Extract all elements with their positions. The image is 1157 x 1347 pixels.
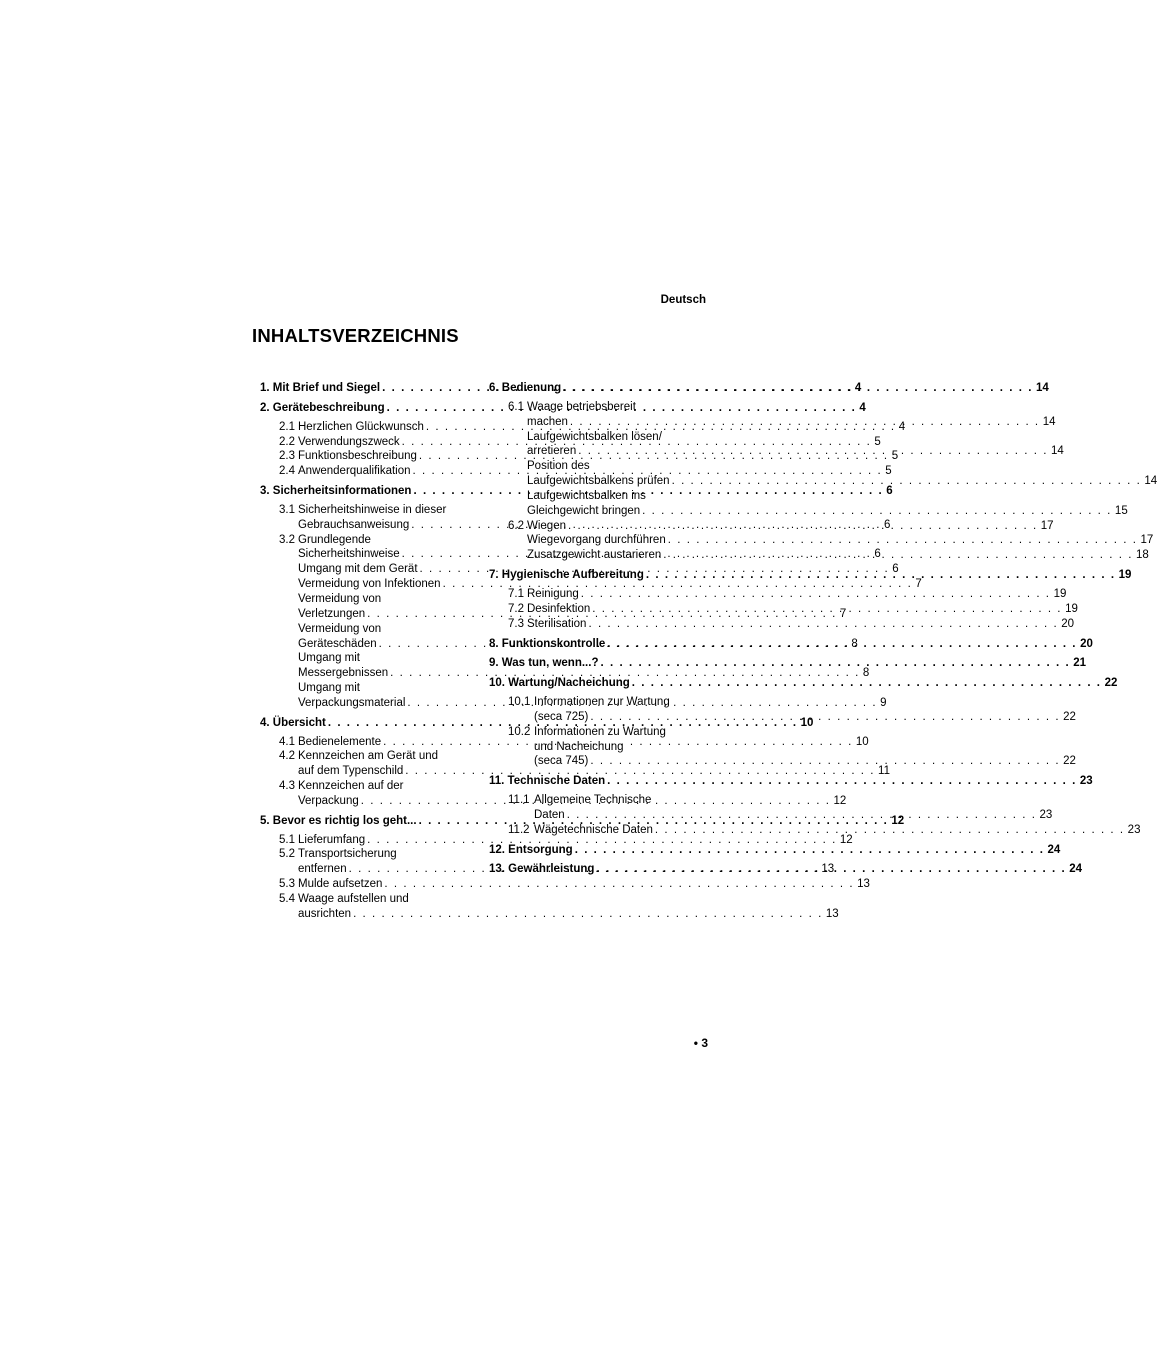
toc-subentry-number: 7.1: [508, 587, 524, 600]
toc-subentry-line: [279, 779, 478, 794]
toc-entry-label: 6. Bedienung: [489, 382, 562, 394]
toc-entry-page: 7: [839, 607, 847, 620]
toc-subentry-text: Umgang mit: [298, 652, 360, 665]
toc-entry-label: Bedienelemente: [298, 735, 382, 748]
toc-subentry-line: [279, 533, 478, 548]
toc-subsection: [508, 695, 1076, 725]
toc-entry-page: 5: [885, 465, 892, 478]
leader-dots: [661, 548, 1133, 563]
toc-subsection: [508, 587, 1067, 602]
toc-entry-page: 23: [1079, 775, 1093, 788]
toc-entry-label: 13. Gewährleistung: [489, 863, 595, 876]
toc-subentry-line: [279, 503, 478, 518]
toc-entry-page: 14: [1042, 415, 1056, 428]
leader-dots: [568, 415, 1040, 430]
toc-subentry-text: Laufgewichtsbalken ins: [527, 489, 646, 502]
leader-dots: [573, 843, 1045, 858]
toc-subsection: [279, 833, 853, 848]
toc-entry-page: 19: [1118, 569, 1132, 582]
toc-subsection: [508, 459, 1157, 489]
toc-subentry-number: [279, 622, 298, 637]
toc-entry-page: 14: [1144, 475, 1157, 488]
toc-subentry-number: 6.2: [508, 519, 524, 532]
toc-entry-label: 10. Wartung/Nacheichung: [489, 677, 630, 690]
leader-dots: [605, 637, 1077, 652]
leader-dots: [588, 710, 1060, 725]
leader-dots: [630, 676, 1102, 691]
toc-subentry[interactable]: [508, 587, 1067, 602]
toc-subentry-number: 3.2: [279, 533, 295, 546]
toc-subsection-list: [489, 587, 1078, 632]
toc-entry-page: 24: [1047, 843, 1061, 856]
toc-entry-page: 4: [854, 382, 862, 394]
toc-subentry-number: 11.2: [508, 823, 530, 836]
toc-entry-page: 13: [825, 907, 839, 920]
toc-entry-label: 9. Was tun, wenn...?: [489, 657, 599, 670]
toc-column-right: [489, 381, 1157, 882]
toc-entry-label: 7. Hygienische Aufbereitung: [489, 569, 644, 582]
toc-entry-page: 11: [878, 765, 890, 778]
toc-entry-page: 13: [857, 878, 870, 891]
toc-subentry-line: [279, 892, 478, 907]
toc-subentry[interactable]: [279, 577, 922, 592]
toc-entry-page: 20: [1080, 637, 1093, 650]
toc-subentry[interactable]: [279, 833, 853, 848]
toc-subentry-number: [508, 430, 527, 445]
toc-subsection: [508, 519, 1054, 534]
toc-subentry-text: Kennzeichen auf der: [298, 780, 404, 793]
toc-subentry-number: 5.4: [279, 893, 295, 905]
toc-subentry-number: 5.2: [279, 848, 295, 861]
leader-dots: [588, 754, 1060, 769]
toc-subsection-list: [489, 695, 1076, 769]
toc-subentry-text: und Nacheichung: [534, 740, 624, 753]
toc-entry-page: 10: [855, 735, 869, 748]
toc-entry-label: 1. Mit Brief und Siegel: [260, 382, 381, 394]
toc-chapter-entry[interactable]: [489, 774, 1093, 789]
toc-subentry[interactable]: [508, 504, 1128, 519]
toc-subsection: [279, 577, 922, 592]
toc-subentry-number: 2.3: [279, 450, 295, 463]
toc-subentry-number: 7.3: [508, 617, 524, 630]
toc-subsection: [508, 823, 1141, 838]
toc-entry-page: 13: [821, 863, 835, 876]
toc-subentry-text: Grundlegende: [298, 533, 371, 546]
toc-subentry-line: [508, 430, 707, 445]
leader-dots: [605, 774, 1077, 789]
toc-subentry-text: Waage betriebsbereit: [527, 400, 636, 413]
toc-subsection: [279, 877, 870, 892]
toc-entry-label: 12. Entsorgung: [489, 843, 573, 856]
toc-subentry-text: Kennzeichen am Gerät und: [298, 750, 439, 763]
toc-entry-page: 23: [1127, 823, 1141, 836]
toc-entry-label: Wägetechnische Daten: [534, 823, 653, 836]
toc-subentry-number: 4.1: [279, 735, 295, 748]
toc-entry-label: ausrichten: [298, 907, 352, 920]
toc-subentry-line: [508, 695, 707, 710]
toc-entry-page: 6: [874, 548, 881, 561]
toc-subentry-text: Waage aufstellen und: [298, 893, 409, 905]
toc-entry-label: Anwenderqualifikation: [298, 465, 411, 478]
toc-entry-page: 22: [1063, 755, 1076, 768]
toc-subentry-text: Laufgewichtsbalken lösen/: [527, 430, 662, 443]
toc-subentry[interactable]: [508, 444, 1064, 459]
toc-subentry-number: 5.1: [279, 833, 295, 846]
toc-subsection: [508, 548, 1149, 563]
toc-subentry-number: [279, 681, 298, 696]
toc-entry-page: 19: [1053, 587, 1067, 600]
toc-chapter-entry[interactable]: [489, 637, 1093, 652]
toc-entry-page: 5: [874, 435, 881, 448]
toc-subentry-line: [279, 592, 478, 607]
toc-subentry-line: [508, 400, 707, 415]
toc-subentry-line: [279, 749, 478, 764]
toc-entry-label: Gebrauchsanweisung: [298, 518, 410, 531]
toc-chapter-entry[interactable]: [489, 676, 1118, 691]
toc-subsection: [508, 533, 1154, 548]
toc-entry-label: Gleichgewicht bringen: [527, 504, 641, 517]
toc-entry-label: 11. Technische Daten: [489, 775, 606, 788]
toc-entry-page: 19: [1065, 602, 1078, 615]
toc-subentry-number: 2.2: [279, 435, 295, 448]
toc-entry-page: 22: [1063, 710, 1076, 723]
leader-dots: [640, 504, 1112, 519]
toc-subentry[interactable]: [508, 823, 1141, 838]
toc-subentry-number: 4.2: [279, 750, 295, 763]
toc-section: [489, 843, 1061, 858]
toc-entry-page: 22: [1104, 677, 1118, 690]
toc-entry-label: Verletzungen: [298, 607, 366, 620]
toc-section: [489, 637, 1093, 652]
toc-entry-page: 9: [880, 696, 887, 709]
toc-subentry-number: 4.3: [279, 780, 295, 793]
toc-subentry-number: 6.1: [508, 400, 524, 413]
toc-subentry[interactable]: [508, 548, 1149, 563]
toc-entry-page: 8: [862, 667, 870, 680]
leader-dots: [586, 617, 1058, 632]
toc-section: [489, 862, 1083, 877]
toc-entry-label: 8. Funktionskontrolle: [489, 637, 606, 650]
leader-dots: [565, 808, 1037, 823]
toc-subsection: [508, 400, 1056, 430]
toc-subentry-line: [279, 681, 478, 696]
toc-entry-label: Geräteschäden: [298, 637, 377, 650]
toc-entry-label: Vermeidung von Infektionen: [298, 578, 441, 591]
toc-subentry-text: Position des: [527, 460, 590, 473]
toc-entry-label: Mulde aufsetzen: [298, 878, 383, 891]
toc-entry-page: 12: [839, 833, 853, 846]
toc-subentry-line: [508, 489, 707, 504]
leader-dots: [579, 587, 1051, 602]
toc-entry-page: 14: [1050, 445, 1064, 458]
leader-dots: [594, 862, 1066, 877]
toc-entry-label: Sicherheitshinweise: [298, 548, 400, 561]
toc-entry-page: 10: [800, 716, 814, 729]
toc-subentry-line: [508, 740, 707, 755]
toc-subsection: [279, 892, 839, 922]
toc-subentry-text: Vermeidung von: [298, 622, 382, 635]
toc-subentry-line: [279, 622, 478, 637]
toc-chapter-entry[interactable]: [489, 656, 1087, 671]
leader-dots: [351, 907, 823, 922]
toc-entry-label: Reinigung: [527, 587, 579, 600]
toc-section: [489, 568, 1132, 631]
leader-dots: [644, 568, 1116, 583]
toc-entry-label: auf dem Typenschild: [298, 765, 404, 778]
toc-subentry-line: [508, 459, 707, 474]
toc-entry-page: 6: [884, 518, 891, 531]
leader-dots: [590, 602, 1062, 617]
toc-subentry-number: 11.1: [508, 794, 530, 807]
toc-entry-label: 2. Gerätebeschreibung: [260, 401, 385, 414]
toc-section: [489, 381, 1157, 563]
toc-entry-label: Daten: [534, 808, 565, 821]
toc-subentry-number: 10.1: [508, 696, 531, 709]
toc-entry-label: Verpackung: [298, 794, 359, 807]
toc-entry-page: 12: [891, 814, 905, 827]
toc-subentry-number: [279, 651, 298, 666]
toc-subentry-line: [279, 847, 478, 862]
toc-subentry-number: 2.4: [279, 465, 295, 478]
toc-entry-page: 17: [1140, 534, 1154, 547]
toc-entry-page: 15: [1114, 504, 1128, 517]
toc-subentry-number: [508, 459, 527, 474]
toc-subentry[interactable]: [508, 474, 1157, 489]
toc-subentry[interactable]: [279, 877, 870, 892]
toc-entry-label: (seca 745): [534, 755, 589, 768]
toc-chapter-entry[interactable]: [489, 568, 1132, 583]
leader-dots: [598, 656, 1070, 671]
leader-dots: [561, 381, 1033, 396]
toc-subentry[interactable]: [279, 764, 890, 779]
toc-entry-label: arretieren: [527, 445, 577, 458]
leader-dots: [666, 533, 1138, 548]
toc-subentry-number: [279, 592, 298, 607]
leader-dots: [576, 444, 1048, 459]
toc-entry-page: 24: [1069, 863, 1083, 876]
toc-subentry-number: 2.1: [279, 420, 295, 433]
toc-entry-page: 6: [886, 485, 893, 498]
toc-subsection: [508, 617, 1075, 632]
toc-entry-label: entfernen: [298, 863, 347, 876]
toc-subsection: [508, 725, 1076, 770]
leader-dots: [670, 474, 1142, 489]
toc-subsection-list: [489, 793, 1141, 838]
toc-subentry-line: [508, 725, 707, 740]
toc-subentry[interactable]: [508, 415, 1056, 430]
toc-entry-label: 5. Bevor es richtig los geht...: [260, 814, 417, 827]
toc-entry-label: Umgang mit dem Gerät: [298, 563, 418, 576]
toc-subentry-number: 3.1: [279, 503, 295, 516]
toc-entry-label: Messergebnissen: [298, 667, 389, 680]
toc-subentry-text: Sicherheitshinweise in dieser: [298, 503, 447, 516]
toc-subsection: [508, 489, 1128, 519]
toc-entry-page: 5: [891, 450, 899, 463]
toc-entry-page: 21: [1073, 657, 1087, 670]
toc-subentry-text: Umgang mit: [298, 682, 360, 695]
toc-entry-page: 7: [915, 578, 922, 591]
toc-entry-label: machen: [527, 415, 568, 428]
toc-entry-page: 20: [1061, 617, 1075, 630]
toc-entry-page: 18: [1136, 549, 1149, 562]
toc-entry-page: 23: [1039, 808, 1053, 821]
toc-subentry[interactable]: [508, 533, 1154, 548]
toc-entry-page: 12: [833, 794, 847, 807]
toc-entry-label: Zusatzgewicht austarieren: [527, 549, 662, 562]
toc-entry-label: 3. Sicherheitsinformationen: [260, 485, 412, 498]
toc-subentry[interactable]: [279, 907, 839, 922]
leader-dots: [566, 519, 1038, 534]
toc-chapter-entry[interactable]: [489, 843, 1061, 858]
toc-subentry[interactable]: [508, 617, 1075, 632]
toc-subentry[interactable]: [508, 519, 1054, 534]
toc-entry-page: 14: [1035, 382, 1049, 394]
toc-entry-label: Lieferumfang: [298, 833, 366, 846]
toc-section: [489, 774, 1141, 837]
toc-subentry-line: [279, 651, 478, 666]
leader-dots: [653, 823, 1125, 838]
toc-section: [489, 676, 1118, 769]
toc-entry-label: Sterilisation: [527, 617, 587, 630]
toc-subentry-text: Transportsicherung: [298, 848, 397, 861]
toc-subentry-text: Vermeidung von: [298, 592, 382, 605]
toc-subentry[interactable]: [279, 666, 870, 681]
toc-entry-label: Wiegevorgang durchführen: [527, 534, 666, 547]
toc-subentry-text: Informationen zu Wartung: [534, 725, 666, 738]
toc-entry-label: Laufgewichtsbalkens prüfen: [527, 475, 670, 488]
toc-chapter-entry[interactable]: [489, 862, 1083, 877]
toc-subentry-number: 10.2: [508, 725, 531, 738]
toc-subsection-list: [489, 400, 1157, 563]
toc-subsection: [508, 602, 1078, 617]
toc-entry-page: 6: [892, 563, 899, 576]
toc-subentry-number: 7.2: [508, 602, 524, 615]
toc-subentry[interactable]: [508, 754, 1076, 769]
toc-subentry-line: [508, 793, 707, 808]
toc-entry-label: Herzlichen Glückwunsch: [298, 420, 424, 433]
language-label: Deutsch: [660, 294, 706, 306]
toc-entry-label: Desinfektion: [527, 602, 591, 615]
toc-entry-page: 17: [1040, 519, 1054, 532]
toc-entry-label: Verpackungsmaterial: [298, 696, 406, 709]
toc-subentry-text: Informationen zur Wartung: [534, 696, 670, 709]
toc-subentry-number: 5.3: [279, 878, 295, 891]
toc-section: [489, 656, 1087, 671]
toc-entry-label: Wiegen: [527, 519, 566, 532]
page-number: • 3: [693, 1036, 708, 1050]
toc-subentry-text: Allgemeine Technische: [534, 794, 652, 807]
toc-chapter-entry[interactable]: [489, 381, 1049, 396]
toc-entry-label: Funktionsbeschreibung: [298, 450, 417, 463]
toc-entry-page: 8: [851, 637, 858, 650]
toc-subentry-number: [508, 489, 527, 504]
toc-entry-page: 4: [898, 420, 906, 433]
toc-entry-label: Verwendungszweck: [298, 435, 400, 448]
toc-subsection: [508, 430, 1064, 460]
page-title: INHALTSVERZEICHNIS: [252, 325, 459, 346]
toc-entry-page: 4: [859, 401, 866, 414]
toc-subentry[interactable]: [508, 602, 1078, 617]
toc-entry-label: (seca 725): [534, 710, 589, 723]
toc-entry-label: 4. Übersicht: [260, 716, 326, 729]
